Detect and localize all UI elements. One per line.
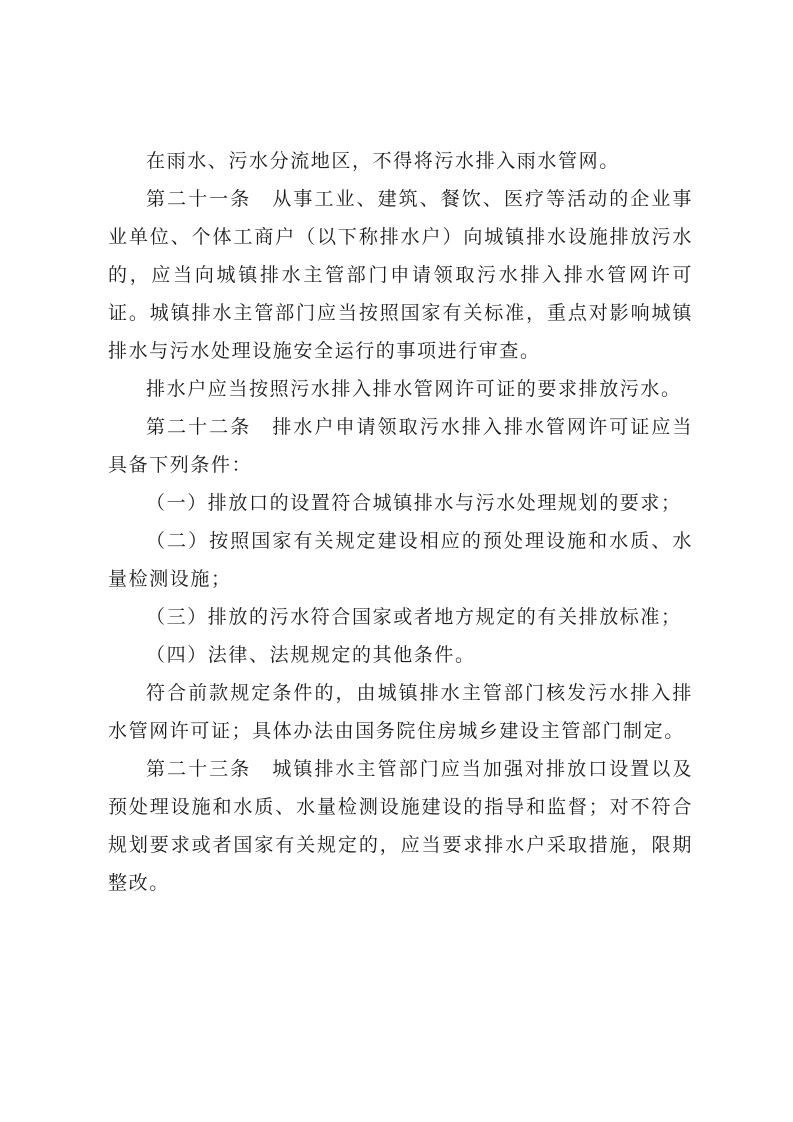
paragraph-condition-1: （一）排放口的设置符合城镇排水与污水处理规划的要求； xyxy=(146,492,682,514)
paragraph-rainwater-separation: 在雨水、污水分流地区，不得将污水排入雨水管网。 xyxy=(146,150,620,172)
paragraph-condition-4: （四）法律、法规规定的其他条件。 xyxy=(146,644,476,666)
paragraph-article-22: 第二十二条 排水户申请领取污水排入排水管网许可证应当具备下列条件： xyxy=(108,416,693,476)
paragraph-permit-issuance: 符合前款规定条件的，由城镇排水主管部门核发污水排入排水管网许可证；具体办法由国务院住房城乡建设主管部门制定。 xyxy=(108,682,693,742)
paragraph-article-21: 第二十一条 从事工业、建筑、餐饮、医疗等活动的企业事业单位、个体工商户（以下称排水户）向城镇排水设施排放污水的，应当向城镇排水主管部门申请领取污水排入排水管网许可证。城镇排水主管部门应当按照国家有关标准，重点对影响城镇排水与污水处理设施安全运行的事项进行审查。 xyxy=(108,188,693,362)
paragraph-article-23: 第二十三条 城镇排水主管部门应当加强对排放口设置以及预处理设施和水质、水量检测设施建设的指导和监督；对不符合规划要求或者国家有关规定的，应当要求排水户采取措施，限期整改。 xyxy=(108,758,693,894)
paragraph-condition-3: （三）排放的污水符合国家或者地方规定的有关排放标准； xyxy=(146,606,682,628)
document-body xyxy=(108,142,693,902)
paragraph-discharge-per-permit: 排水户应当按照污水排入排水管网许可证的要求排放污水。 xyxy=(146,378,682,400)
paragraph-condition-2: （二）按照国家有关规定建设相应的预处理设施和水质、水量检测设施； xyxy=(108,530,693,590)
